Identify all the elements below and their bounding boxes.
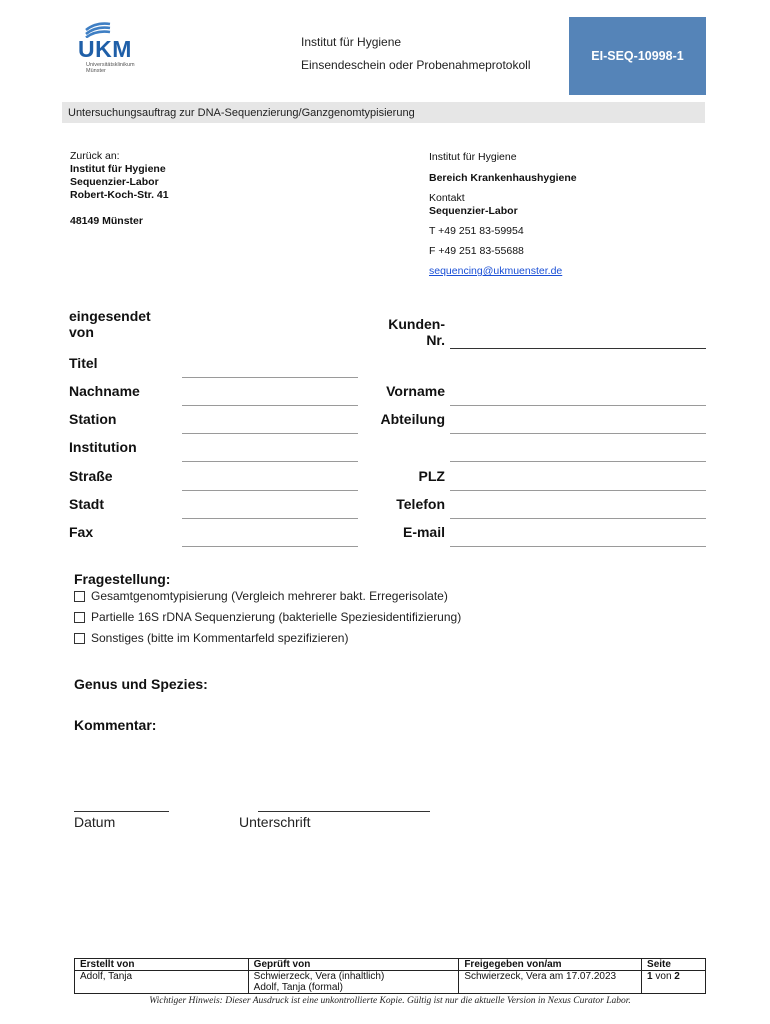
header-created-by: Erstellt von bbox=[75, 959, 249, 971]
checkbox-other[interactable] bbox=[74, 633, 85, 644]
approval-header-row bbox=[75, 959, 706, 971]
question-heading: Fragestellung: bbox=[74, 571, 171, 587]
return-city: 48149 Münster bbox=[70, 215, 143, 227]
sent-by-line1: eingesendet bbox=[69, 308, 151, 324]
customer-no-line2: Nr. bbox=[426, 332, 445, 348]
header-institute: Institut für Hygiene bbox=[301, 35, 402, 49]
station-field[interactable] bbox=[182, 433, 358, 434]
page-total: 2 bbox=[674, 971, 680, 982]
contact-lab: Sequenzier-Labor bbox=[429, 205, 518, 217]
nachname-field[interactable] bbox=[182, 405, 358, 406]
option-other-label: Sonstiges (bitte im Kommentarfeld spezifizieren) bbox=[91, 631, 349, 645]
contact-phone: T +49 251 83-59954 bbox=[429, 225, 524, 237]
document-id-badge: EI-SEQ-10998-1 bbox=[569, 17, 706, 95]
email-field[interactable] bbox=[450, 546, 706, 547]
telefon-field[interactable] bbox=[450, 518, 706, 519]
vorname-label: Vorname bbox=[386, 383, 445, 399]
option-other[interactable] bbox=[74, 631, 348, 645]
checked-by-content: Schwierzeck, Vera (inhaltlich) bbox=[253, 971, 385, 982]
sent-by-label bbox=[69, 308, 151, 340]
return-line3: Robert-Koch-Str. 41 bbox=[70, 189, 169, 201]
plz-label: PLZ bbox=[418, 468, 445, 484]
checked-by-value bbox=[248, 971, 459, 994]
option-16s-label: Partielle 16S rDNA Sequenzierung (bakterielle Speziesidentifizierung) bbox=[91, 610, 462, 624]
disclaimer-note: Wichtiger Hinweis: Dieser Ausdruck ist eine unkontrollierte Kopie. Gültig ist nur die aktuelle Version in Nexus Curator Labor. bbox=[149, 996, 631, 1006]
institution-field-2[interactable] bbox=[450, 461, 706, 462]
approval-value-row bbox=[75, 971, 706, 994]
created-by-value: Adolf, Tanja bbox=[75, 971, 249, 994]
return-line1: Institut für Hygiene bbox=[70, 163, 166, 175]
customer-no-field[interactable] bbox=[450, 348, 706, 349]
strasse-label: Straße bbox=[69, 468, 113, 484]
sent-by-line2: von bbox=[69, 324, 94, 340]
contact-email-link[interactable]: sequencing@ukmuenster.de bbox=[429, 265, 563, 277]
institution-field[interactable] bbox=[182, 461, 358, 462]
customer-no-label bbox=[380, 316, 445, 348]
contact-label: Kontakt bbox=[429, 192, 465, 204]
fax-field[interactable] bbox=[182, 546, 358, 547]
genus-heading: Genus und Spezies: bbox=[74, 676, 208, 692]
signature-line[interactable] bbox=[258, 811, 430, 812]
contact-institute: Institut für Hygiene bbox=[429, 151, 517, 163]
return-label: Zurück an: bbox=[70, 150, 120, 162]
logo-subtitle: Universitätsklinikum Münster bbox=[86, 62, 135, 74]
ukm-logo bbox=[78, 22, 148, 78]
option-16s[interactable] bbox=[74, 610, 461, 624]
page-value bbox=[642, 971, 706, 994]
contact-fax: F +49 251 83-55688 bbox=[429, 245, 524, 257]
institution-label: Institution bbox=[69, 439, 137, 455]
titel-field[interactable] bbox=[182, 377, 358, 378]
comment-heading: Kommentar: bbox=[74, 717, 157, 733]
header-doc-type: Einsendeschein oder Probenahmeprotokoll bbox=[301, 58, 531, 72]
email-label: E-mail bbox=[402, 524, 445, 540]
contact-department: Bereich Krankenhaushygiene bbox=[429, 172, 577, 184]
abteilung-field[interactable] bbox=[450, 433, 706, 434]
option-wgs-label: Gesamtgenomtypisierung (Vergleich mehrerer bakt. Erregerisolate) bbox=[91, 589, 448, 603]
checkbox-16s[interactable] bbox=[74, 612, 85, 623]
nachname-label: Nachname bbox=[69, 383, 140, 399]
customer-no-line1: Kunden- bbox=[388, 316, 445, 332]
station-label: Station bbox=[69, 411, 117, 427]
titel-label: Titel bbox=[69, 355, 98, 371]
page-of: von bbox=[655, 971, 672, 982]
approval-table bbox=[74, 958, 706, 994]
checkbox-wgs[interactable] bbox=[74, 591, 85, 602]
return-address bbox=[70, 150, 169, 228]
logo-text: UKM bbox=[78, 36, 132, 62]
subject-bar: Untersuchungsauftrag zur DNA-Sequenzierung/Ganzgenomtypisierung bbox=[62, 102, 705, 123]
header-page: Seite bbox=[642, 959, 706, 971]
strasse-field[interactable] bbox=[182, 490, 358, 491]
vorname-field[interactable] bbox=[450, 405, 706, 406]
telefon-label: Telefon bbox=[396, 496, 445, 512]
abteilung-label: Abteilung bbox=[380, 411, 445, 427]
date-label: Datum bbox=[74, 814, 116, 830]
fax-label: Fax bbox=[69, 524, 94, 540]
plz-field[interactable] bbox=[450, 490, 706, 491]
checked-by-formal: Adolf, Tanja (formal) bbox=[253, 982, 343, 993]
option-wgs[interactable] bbox=[74, 589, 448, 603]
released-value: Schwierzeck, Vera am 17.07.2023 bbox=[459, 971, 642, 994]
page-current: 1 bbox=[647, 971, 653, 982]
signature-label: Unterschrift bbox=[239, 814, 311, 830]
date-line[interactable] bbox=[74, 811, 169, 812]
return-line2: Sequenzier-Labor bbox=[70, 176, 159, 188]
header-checked-by: Geprüft von bbox=[248, 959, 459, 971]
stadt-field[interactable] bbox=[182, 518, 358, 519]
stadt-label: Stadt bbox=[69, 496, 104, 512]
header-released: Freigegeben von/am bbox=[459, 959, 642, 971]
